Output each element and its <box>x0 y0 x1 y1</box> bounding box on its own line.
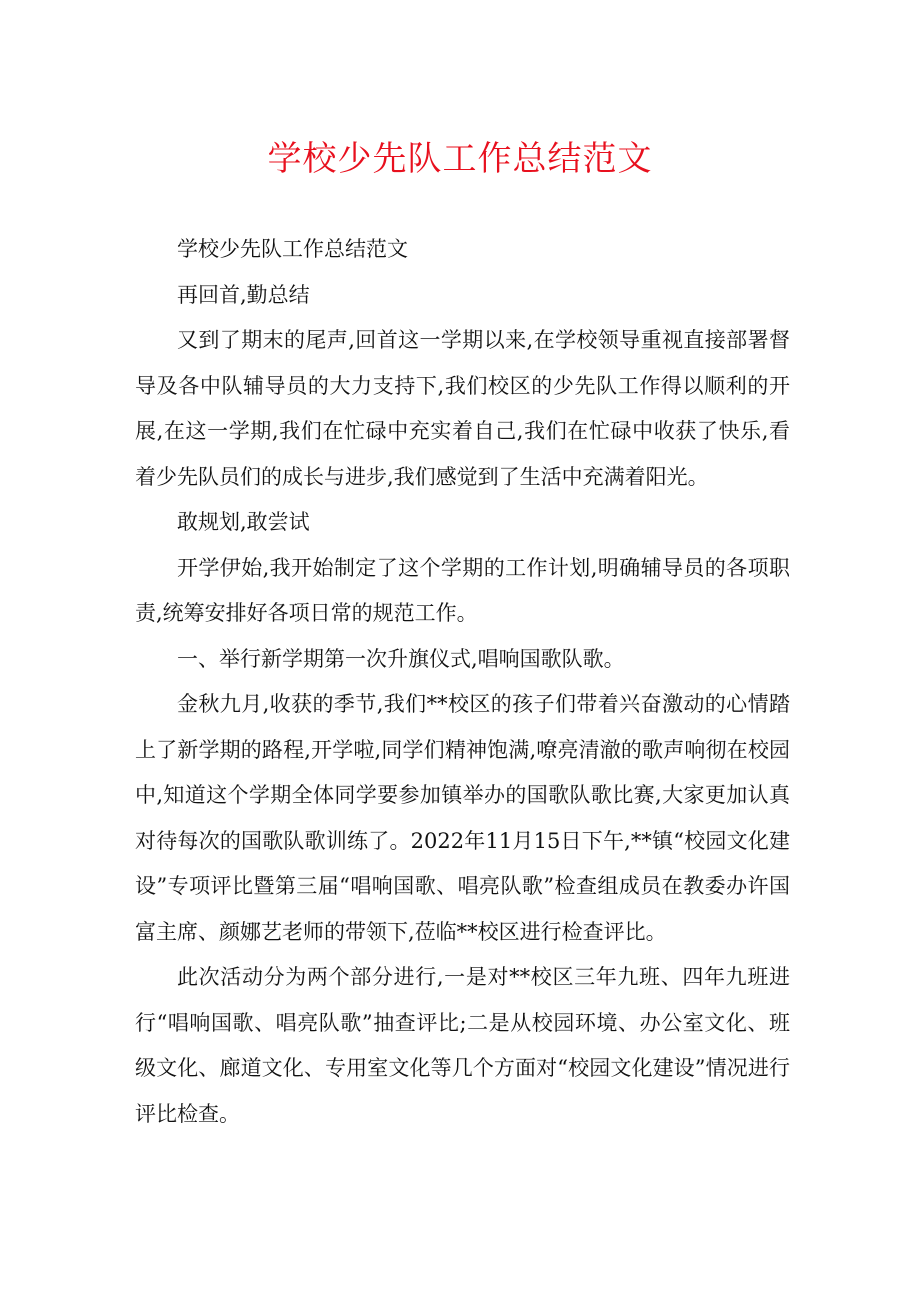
paragraph-subtitle: 学校少先队工作总结范文 <box>177 237 408 261</box>
paragraph-autumn: 金秋九月,收获的季节,我们**校区的孩子们带着兴奋激动的心情踏上了新学期的路程,开学啦,同学们精神饱满,嘹亮清澈的歌声响彻在校园中,知道这个学期全体同学要参加镇举办的国歌队歌比赛,大家更加认真对待每次的国歌队歌训练了。2022年11月15日下午,**镇“校园文化建设”专项评比暨第三届“唱响国歌、唱亮队歌”检查组成员在教委办许国富主席、颜娜艺老师的带领下,莅临**校区进行检查评比。 <box>135 692 790 944</box>
section-heading-flag-ceremony: 一、举行新学期第一次升旗仪式,唱响国歌队歌。 <box>177 646 625 671</box>
document-title: 学校少先队工作总结范文 <box>267 139 653 179</box>
paragraph-plan: 开学伊始,我开始制定了这个学期的工作计划,明确辅导员的各项职责,统筹安排好各项日常的规范工作。 <box>135 555 790 625</box>
paragraph-intro: 又到了期末的尾声,回首这一学期以来,在学校领导重视直接部署督导及各中队辅导员的大力支持下,我们校区的少先队工作得以顺利的开展,在这一学期,我们在忙碌中充实着自己,我们在忙碌中收获了快乐,看着少先队员们的成长与进步,我们感觉到了生活中充满着阳光。 <box>135 328 790 489</box>
document-body <box>135 227 790 1137</box>
paragraph-activity: 此次活动分为两个部分进行,一是对**校区三年九班、四年九班进行“唱响国歌、唱亮队歌”抽查评比;二是从校园环境、办公室文化、班级文化、廊道文化、专用室文化等几个方面对“校园文化建设”情况进行评比检查。 <box>135 965 790 1126</box>
section-heading-plan: 敢规划,敢尝试 <box>177 510 310 534</box>
section-heading-review: 再回首,勤总结 <box>177 282 310 307</box>
